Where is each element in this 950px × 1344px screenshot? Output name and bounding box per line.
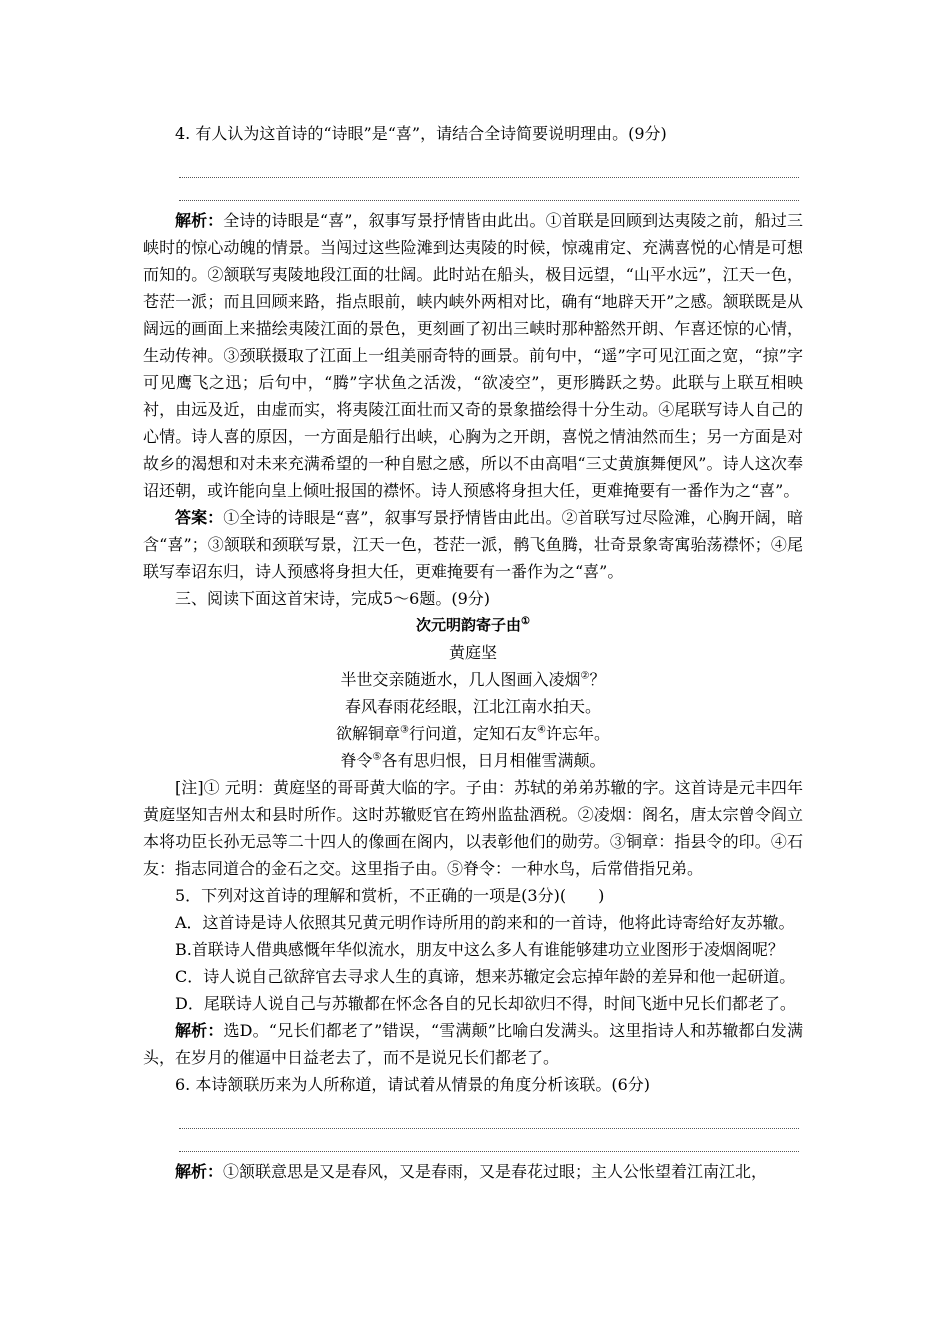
answer-label: 答案： [175,508,224,527]
question-6: 6. 本诗颔联历来为人所称道，请试着从情景的角度分析该联。(6分) [175,1075,651,1094]
question-5-option-b: B.首联诗人借典感慨年华似流水，朋友中这么多人有谁能够建功立业图形于凌烟阁呢？ [175,940,784,959]
poem-author: 黄庭坚 [448,643,497,662]
poem-title: 次元明韵寄子由① [416,616,530,634]
question-5-option-a: A．这首诗是诗人依照其兄黄元明作诗所用的韵来和的一首诗，他将此诗寄给好友苏辙。 [175,913,795,932]
analysis-label: 解析： [175,1021,224,1040]
question-5-option-c: C．诗人说自己欲辞官去寻求人生的真谛，想来苏辙定会忘掉年龄的差异和他一起研道。 [175,967,796,986]
poem-line-2: 春风春雨花经眼，江北江南水拍天。 [344,697,601,716]
poem-line-4: 脊令⑤各有思归恨，日月相催雪满颠。 [340,751,606,770]
analysis-label: 解析： [175,1162,224,1181]
footnote-marker: ④ [537,724,546,736]
analysis-text: 全诗的诗眼是“喜”，叙事写景抒情皆由此出。①首联是回顾到达夷陵之前，船过三峡时的惊心动魄的情景。当闯过这些险滩到达夷陵的时候，惊魂甫定、充满喜悦的心情是可想而知的。②颔联写夷陵地段江面的壮阔。此时站在船头，极目远望，“山平水远”，江天一色，苍茫一派；而且回顾来路，指点眼前，峡内峡外两相对比，确有“地辟天开”之感。颔联既是从阔远的画面上来描绘夷陵江面的景色，更刻画了初出三峡时那种豁然开朗、乍喜还惊的心情，生动传神。③颈联摄取了江面上一组美丽奇特的画景。前句中，“遥”字可见江面之宽，“掠”字可见鹰飞之迅；后句中，“腾”字状鱼之活泼，“欲凌空”，更形腾跃之势。此联与上联互相映衬，由远及近，由虚而实，将夷陵江面壮而又奇的景象描绘得十分生动。④尾联写诗人自己的心情。诗人喜的原因，一方面是船行出峡，心胸为之开朗，喜悦之情油然而生；另一方面是对故乡的渴想和对未来充满希望的一种自慰之感，所以不由高唱“三丈黄旗舞便风”。诗人这次奉诏还朝，或许能向皇上倾吐报国的襟怀。诗人预感将身担大任，更难掩要有一番作为之“喜”。 [143,211,803,500]
question-6-analysis [143,1158,803,1185]
poem-line-1: 半世交亲随逝水，几人图画入凌烟②？ [340,670,606,689]
footnote-marker: ③ [400,724,409,736]
poem-line-3: 欲解铜章③行问道，定知石友④许忘年。 [336,724,610,743]
question-5-option-d: D．尾联诗人说自己与苏辙都在怀念各自的兄长却欲归不得，时间飞逝中兄长们都老了。 [175,994,796,1013]
answer-line [179,178,799,201]
answer-text: ①全诗的诗眼是“喜”，叙事写景抒情皆由此出。②首联写过尽险滩，心胸开阔，暗含“喜”；③颔联和颈联写景，江天一色，苍茫一派，鹘飞鱼腾，壮奇景象寄寓骀荡襟怀；④尾联写奉诏东归，诗人预感将身担大任，更难掩要有一番作为之“喜”。 [143,508,803,581]
question-5-stem: 5．下列对这首诗的理解和赏析，不正确的一项是(3分)( ) [175,886,605,905]
analysis-text: ①颔联意思是又是春风，又是春雨，又是春花过眼；主人公怅望着江南江北， [223,1162,768,1181]
answer-line [179,1129,799,1152]
question-4-analysis [143,207,803,504]
footnote-marker: ② [580,670,590,682]
question-5-analysis [143,1017,803,1071]
analysis-text: 选D。“兄长们都老了”错误，“雪满颠”比喻白发满头。这里指诗人和苏辙都白发满头，在岁月的催逼中日益老去了，而不是说兄长们都老了。 [143,1021,803,1067]
footnote-marker: ⑤ [372,751,382,763]
question-4-answer [143,504,803,585]
footnote-marker: ① [521,616,530,627]
analysis-label: 解析： [175,211,224,230]
answer-line [179,155,799,178]
document-content [143,120,803,1185]
section-3-heading: 三、阅读下面这首宋诗，完成5～6题。(9分) [175,589,491,608]
poem-notes: [注]① 元明：黄庭坚的哥哥黄大临的字。子由：苏轼的弟弟苏辙的字。这首诗是元丰四年黄庭坚知吉州太和县时所作。这时苏辙贬官在筠州监盐酒税。②凌烟：阁名，唐太宗曾令阎立本将功臣长孙无忌等二十四人的像画在阁内，以表彰他们的勋劳。③铜章：指县令的印。④石友：指志同道合的金石之交。这里指子由。⑤脊令：一种水鸟，后常借指兄弟。 [143,778,803,878]
question-4: 4. 有人认为这首诗的“诗眼”是“喜”，请结合全诗简要说明理由。(9分) [175,124,667,143]
answer-line [179,1106,799,1129]
